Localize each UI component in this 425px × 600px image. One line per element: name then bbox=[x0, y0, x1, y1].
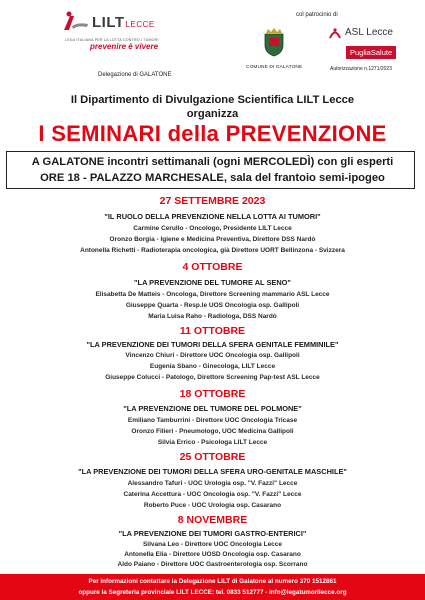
seminar-speaker: Vincenzo Chiuri - Direttore UOC Oncologia osp. Gallipoli bbox=[125, 352, 300, 359]
comune-crest-icon bbox=[262, 27, 286, 57]
footer-info-line-1: Per informazioni contattare la Delegazione LILT di Galatone al numero 370 1512861 bbox=[88, 578, 337, 585]
seminar-speaker: Carmine Cerullo - Oncologo, Presidente LILT Lecce bbox=[133, 225, 292, 232]
seminar-speaker: Antonella Elia - Direttore UOSD Oncologia osp. Casarano bbox=[124, 551, 301, 558]
seminar-speaker: Oronzo Borgia - Igiene e Medicina Preventiva, Direttore DSS Nardò bbox=[109, 236, 316, 243]
lilt-logo-motto: prevenire è vivere bbox=[90, 42, 159, 51]
authorization-number: Autorizzazione n.1271/2023 bbox=[330, 66, 392, 72]
seminar-date: 11 OTTOBRE bbox=[179, 325, 246, 337]
seminar-topic: "LA PREVENZIONE DEI TUMORI GASTRO-ENTERICI" bbox=[118, 529, 307, 538]
seminar-speaker: Giuseppe Quarta - Resp.le UOS Oncologia osp. Gallipoli bbox=[125, 302, 300, 309]
lilt-logo-subtitle: LEGA ITALIANA PER LA LOTTA CONTRO I TUMORI bbox=[65, 38, 159, 42]
seminar-speaker: Eugenia Sbano - Ginecologa, LILT Lecce bbox=[149, 363, 276, 370]
seminar-date: 27 SETTEMBRE 2023 bbox=[159, 195, 266, 207]
asl-name: ASL Lecce bbox=[345, 27, 393, 38]
seminar-topic: "LA PREVENZIONE DEI TUMORI DELLA SFERA GENITALE FEMMINILE" bbox=[86, 340, 339, 349]
seminar-speaker: Antonella Richetti - Radioterapia oncologica, già Direttore UORT Bellinzona - Svizzera bbox=[80, 247, 345, 254]
patronage-label: col patrocinio di bbox=[296, 12, 338, 18]
lilt-logo-name: LILTLECCE bbox=[92, 14, 155, 31]
lilt-logo-icon bbox=[60, 10, 90, 34]
seminar-date: 4 OTTOBRE bbox=[182, 261, 243, 273]
seminar-speaker: Alessandro Tafuri - UOC Urologia osp. "V. Fazzi" Lecce bbox=[127, 480, 298, 487]
footer-info-line-2: oppure la Segreteria provinciale LILT LECCE: tel. 0833 512777 - info@legatumorilecce.org bbox=[78, 589, 347, 596]
seminar-topic: "LA PREVENZIONE DEI TUMORI DELLA SFERA URO-GENITALE MASCHILE" bbox=[78, 467, 347, 476]
seminar-speaker: Elisabetta De Matteis - Oncologa, Direttore Screening mammario ASL Lecce bbox=[95, 291, 330, 298]
comune-label: COMUNE DI GALATONE bbox=[246, 65, 303, 70]
department-heading: Il Dipartimento di Divulgazione Scientifica LILT Lecce bbox=[70, 94, 355, 106]
seminar-speaker: Oronzo Filieri - Pneumologo, UOC Medicina Gallipoli bbox=[131, 428, 294, 435]
seminar-speaker: Emiliano Tamburrini - Direttore UOC Oncologia Tricase bbox=[127, 417, 298, 424]
page-title: I SEMINARI della PREVENZIONE bbox=[38, 121, 387, 146]
seminar-date: 25 OTTOBRE bbox=[179, 451, 246, 463]
lilt-logo bbox=[60, 8, 175, 83]
seminar-speaker: Aldo Paiano - Direttore UOC Gastroenterologia osp. Scorrano bbox=[117, 561, 308, 568]
seminar-speaker: Silvia Errico - Psicologa LILT Lecce bbox=[157, 439, 268, 446]
seminar-topic: "LA PREVENZIONE DEL TUMORE AL SENO" bbox=[134, 278, 291, 287]
puglia-salute-badge: PugliaSalute bbox=[346, 46, 396, 59]
asl-logo-icon bbox=[328, 26, 342, 40]
venue-line-2: ORE 18 - PALAZZO MARCHESALE, sala del frantoio semi-ipogeo bbox=[40, 172, 385, 184]
seminar-speaker: Caterina Accettura - UOC Oncologia osp. "V. Fazzi" Lecce bbox=[123, 491, 302, 498]
seminar-date: 8 NOVEMBRE bbox=[177, 514, 248, 526]
venue-line-1: A GALATONE incontri settimanali (ogni MERCOLEDÌ) con gli esperti bbox=[31, 156, 394, 168]
delegation-label: Delegazione di GALATONE bbox=[98, 72, 172, 78]
seminar-speaker: Maria Luisa Raho - Radiologa, DSS Nardò bbox=[148, 313, 277, 320]
seminar-date: 18 OTTOBRE bbox=[179, 388, 246, 400]
seminar-speaker: Giuseppe Colucci - Patologo, Direttore Screening Pap-test ASL Lecce bbox=[105, 374, 320, 381]
organizes-label: organizza bbox=[186, 108, 239, 120]
seminar-speaker: Silvana Leo - Direttore UOC Oncologia Lecce bbox=[142, 541, 283, 548]
seminar-topic: "IL RUOLO DELLA PREVENZIONE NELLA LOTTA AI TUMORI" bbox=[104, 212, 321, 221]
seminar-speaker: Roberto Puce - UOC Urologia osp. Casarano bbox=[143, 502, 282, 509]
seminar-topic: "LA PREVENZIONE DEL TUMORE DEL POLMONE" bbox=[123, 404, 302, 413]
